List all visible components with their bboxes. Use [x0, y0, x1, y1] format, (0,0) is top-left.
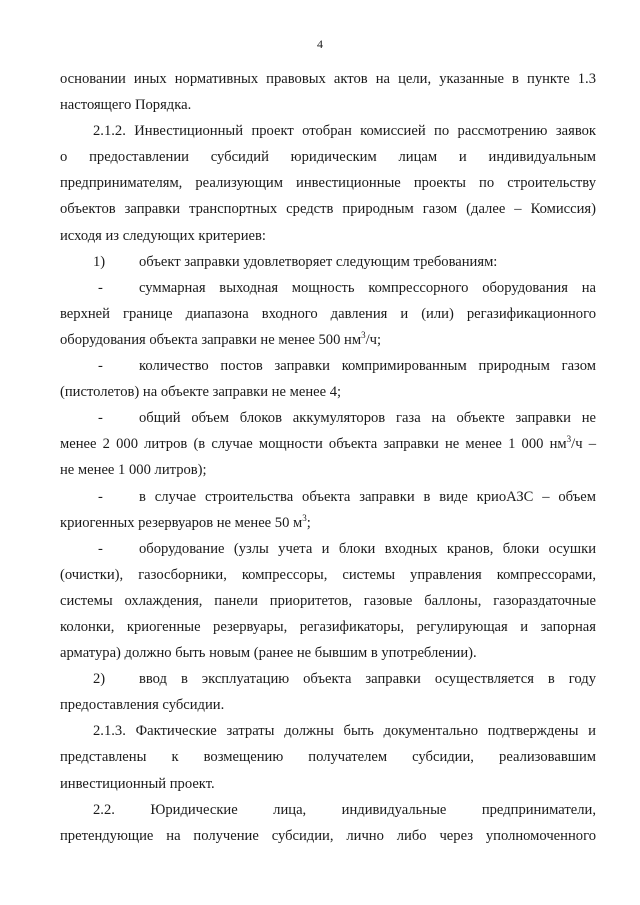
text-line: колонки, криогенные резервуары, регазификаторы, регулирующая и запорная	[60, 618, 596, 635]
list-item	[60, 249, 596, 275]
list-dash: -	[98, 279, 103, 296]
list-text: оборудование (узлы учета и блоки входных кранов, блоки осушки	[139, 540, 596, 557]
text-line: основании иных нормативных правовых актов на цели, указанные в пункте 1.3	[60, 71, 596, 87]
text-line: настоящего Порядка.	[60, 97, 192, 114]
text-span: /ч –	[571, 436, 596, 453]
document-body	[60, 66, 596, 849]
list-number: 2)	[93, 671, 106, 688]
text-line: представлены к возмещению получателем субсидии, реализовавшим	[60, 749, 596, 766]
text-line: (очистки), газосборники, компрессоры, системы управления компрессорами,	[60, 566, 596, 583]
text-span: /ч;	[365, 331, 382, 348]
superscript: 3	[302, 512, 307, 523]
text-line: арматура) должно быть новым (ранее не бывшим в употреблении).	[60, 645, 477, 662]
text-line: 2.1.3. Фактические затраты должны быть документально подтверждены и	[93, 723, 596, 740]
list-item	[60, 405, 596, 431]
list-text: объект заправки удовлетворяет следующим требованиям:	[139, 253, 498, 270]
list-text: количество постов заправки компримированным природным газом	[139, 358, 596, 375]
text-line: о предоставлении субсидий юридическим лицам и индивидуальным	[60, 149, 596, 166]
text-line: предоставления субсидии.	[60, 697, 225, 714]
text-span: криогенных резервуаров не менее 50 м	[60, 514, 303, 531]
superscript: 3	[566, 434, 572, 445]
text-line: инвестиционный проект.	[60, 775, 215, 792]
text-line	[60, 431, 596, 457]
text-span: оборудования объекта заправки не менее 500 нм	[60, 331, 362, 348]
text-line: претендующие на получение субсидии, лично либо через уполномоченного	[60, 827, 596, 844]
text-line: предпринимателям, реализующим инвестиционные проекты по строительству	[60, 175, 596, 192]
text-line: 2.1.2. Инвестиционный проект отобран комиссией по рассмотрению заявок	[93, 123, 596, 140]
list-text: суммарная выходная мощность компрессорного оборудования на	[139, 279, 596, 296]
text-line: верхней границе диапазона входного давления и (или) регазификационного	[60, 305, 596, 322]
page-number: 4	[317, 37, 323, 51]
text-line: 2.2. Юридические лица, индивидуальные предприниматели,	[93, 801, 596, 818]
text-span: менее 2 000 литров (в случае мощности объекта заправки не менее 1 000 нм	[60, 436, 567, 453]
text-line	[60, 327, 596, 353]
list-text: ввод в эксплуатацию объекта заправки осуществляется в году	[139, 671, 596, 688]
list-number: 1)	[93, 253, 106, 270]
list-item	[60, 536, 596, 562]
text-line: объектов заправки транспортных средств природным газом (далее – Комиссия)	[60, 201, 596, 218]
list-dash: -	[98, 488, 103, 505]
list-text: общий объем блоков аккумуляторов газа на объекте заправки не	[139, 410, 596, 427]
list-item	[60, 484, 596, 510]
list-item	[60, 275, 596, 301]
list-item	[60, 666, 596, 692]
list-text: в случае строительства объекта заправки в виде криоАЗС – объем	[139, 488, 596, 505]
text-span: ;	[306, 514, 311, 531]
list-dash: -	[98, 358, 103, 375]
text-line	[60, 510, 596, 536]
list-dash: -	[98, 410, 103, 427]
text-line: системы охлаждения, панели приоритетов, газовые баллоны, газораздаточные	[60, 592, 596, 609]
list-item	[60, 353, 596, 379]
list-dash: -	[98, 540, 103, 557]
superscript: 3	[361, 330, 366, 341]
text-line: не менее 1 000 литров);	[60, 462, 207, 479]
text-line: исходя из следующих критериев:	[60, 227, 266, 244]
text-line: (пистолетов) на объекте заправки не менее 4;	[60, 384, 342, 401]
